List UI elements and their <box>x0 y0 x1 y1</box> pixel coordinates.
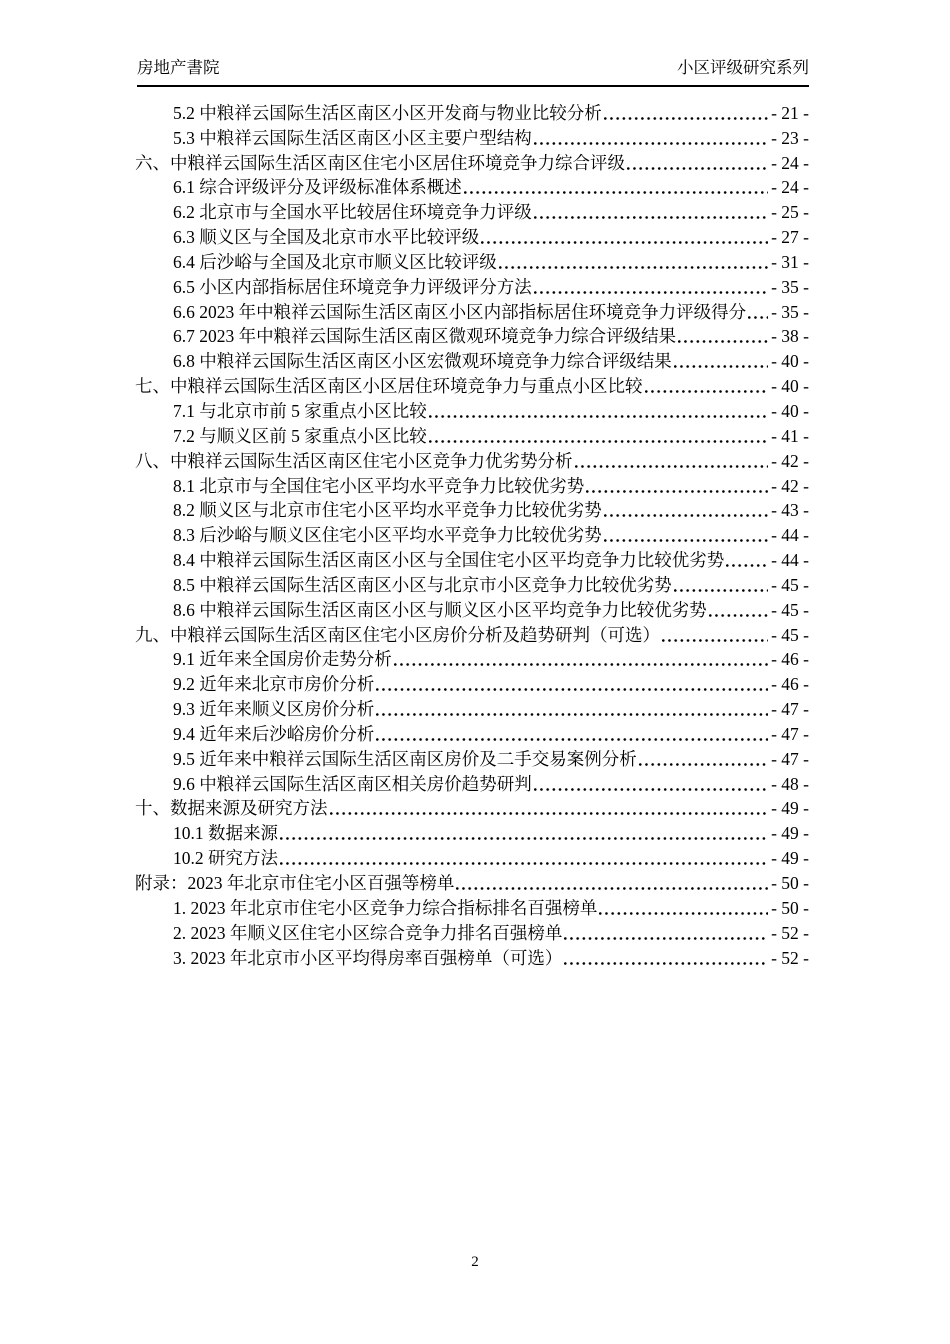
toc-entry-label: 8.1 北京市与全国住宅小区平均水平竞争力比较优劣势 <box>173 475 585 496</box>
toc-entry-label: 9.2 近年来北京市房价分析 <box>173 674 375 695</box>
toc-entry-page: - 44 - <box>771 550 809 571</box>
toc-entry-label: 5.3 中粮祥云国际生活区南区小区主要户型结构 <box>173 127 532 148</box>
toc-entry-page: - 45 - <box>771 624 809 645</box>
toc-entry[interactable] <box>135 571 809 596</box>
toc-entry[interactable] <box>135 919 809 944</box>
toc-entry-label: 八、中粮祥云国际生活区南区住宅小区竞争力优劣势分析 <box>135 450 573 471</box>
toc-entry[interactable] <box>135 795 809 820</box>
header-right-title: 小区评级研究系列 <box>677 58 809 77</box>
toc-entry[interactable] <box>135 298 809 323</box>
page-number: 2 <box>471 1254 479 1270</box>
toc-leader-dots <box>280 837 768 840</box>
toc-entry-label: 6.7 2023 年中粮祥云国际生活区南区微观环境竞争力综合评级结果 <box>173 326 677 347</box>
toc-leader-dots <box>645 390 769 393</box>
toc-entry-label: 6.8 中粮祥云国际生活区南区小区宏微观环境竞争力综合评级结果 <box>173 351 672 372</box>
toc-entry-label: 5.2 中粮祥云国际生活区南区小区开发商与物业比较分析 <box>173 102 602 123</box>
toc-entry[interactable] <box>135 497 809 522</box>
toc-entry-page: - 40 - <box>771 351 809 372</box>
header-left-title: 房地产書院 <box>137 58 220 77</box>
toc-entry-page: - 45 - <box>771 599 809 620</box>
toc-entry-label: 9.3 近年来顺义区房价分析 <box>173 699 375 720</box>
toc-entry-label: 十、数据来源及研究方法 <box>135 798 328 819</box>
toc-leader-dots <box>330 812 769 815</box>
toc-entry-label: 六、中粮祥云国际生活区南区住宅小区居住环境竞争力综合评级 <box>135 152 625 173</box>
toc-leader-dots <box>464 191 768 194</box>
toc-entry[interactable] <box>135 869 809 894</box>
toc-leader-dots <box>604 514 768 517</box>
toc-entry[interactable] <box>135 198 809 223</box>
toc-leader-dots <box>376 738 768 741</box>
toc-entry[interactable] <box>135 596 809 621</box>
toc-leader-dots <box>604 539 768 542</box>
toc-entry-label: 3. 2023 年北京市小区平均得房率百强榜单（可选） <box>173 947 563 968</box>
toc-entry-page: - 44 - <box>771 525 809 546</box>
toc-entry[interactable] <box>135 844 809 869</box>
toc-entry[interactable] <box>135 819 809 844</box>
toc-leader-dots <box>499 266 768 269</box>
toc-entry-label: 6.1 综合评级评分及评级标准体系概述 <box>173 177 462 198</box>
toc-entry[interactable] <box>135 223 809 248</box>
toc-leader-dots <box>534 291 768 294</box>
toc-entry-label: 8.2 顺义区与北京市住宅小区平均水平竞争力比较优劣势 <box>173 500 602 521</box>
toc-entry[interactable] <box>135 397 809 422</box>
toc-entry[interactable] <box>135 646 809 671</box>
toc-entry-page: - 49 - <box>771 798 809 819</box>
toc-leader-dots <box>534 142 768 145</box>
toc-leader-dots <box>376 688 768 691</box>
toc-entry-page: - 40 - <box>771 400 809 421</box>
toc-entry-label: 7.1 与北京市前 5 家重点小区比较 <box>173 400 427 421</box>
toc-entry-page: - 48 - <box>771 773 809 794</box>
toc-leader-dots <box>586 490 768 493</box>
toc-entry[interactable] <box>135 447 809 472</box>
toc-leader-dots <box>534 788 768 791</box>
toc-leader-dots <box>674 589 768 592</box>
toc-entry-page: - 52 - <box>771 922 809 943</box>
toc-leader-dots <box>456 887 768 890</box>
toc-leader-dots <box>599 912 768 915</box>
toc-entry[interactable] <box>135 894 809 919</box>
toc-leader-dots <box>709 614 768 617</box>
toc-entry-page: - 47 - <box>771 748 809 769</box>
toc-entry-page: - 46 - <box>771 674 809 695</box>
toc-leader-dots <box>627 167 768 170</box>
toc-entry-label: 附录：2023 年北京市住宅小区百强等榜单 <box>135 873 455 893</box>
toc-entry[interactable] <box>135 248 809 273</box>
toc-leader-dots <box>534 216 768 219</box>
toc-entry[interactable] <box>135 621 809 646</box>
toc-leader-dots <box>481 241 768 244</box>
toc-entry-label: 8.6 中粮祥云国际生活区南区小区与顺义区小区平均竞争力比较优劣势 <box>173 599 707 620</box>
toc-entry-page: - 50 - <box>771 897 809 918</box>
toc-entry-label: 6.3 顺义区与全国及北京市水平比较评级 <box>173 227 480 248</box>
toc-entry-label: 6.5 小区内部指标居住环境竞争力评级评分方法 <box>173 276 532 297</box>
toc-entry-label: 6.4 后沙峪与全国及北京市顺义区比较评级 <box>173 251 497 272</box>
toc-entry-label: 8.5 中粮祥云国际生活区南区小区与北京市小区竞争力比较优劣势 <box>173 574 672 595</box>
toc-entry-label: 10.2 研究方法 <box>173 848 278 869</box>
toc-entry-page: - 43 - <box>771 500 809 521</box>
toc-entry-label: 九、中粮祥云国际生活区南区住宅小区房价分析及趋势研判（可选） <box>135 624 660 645</box>
toc-entry-page: - 52 - <box>771 947 809 968</box>
toc-entry-label: 7.2 与顺义区前 5 家重点小区比较 <box>173 425 427 446</box>
toc-entry-label: 6.2 北京市与全国水平比较居住环境竞争力评级 <box>173 202 532 223</box>
toc-entry[interactable] <box>135 521 809 546</box>
toc-entry[interactable] <box>135 372 809 397</box>
toc-entry[interactable] <box>135 174 809 199</box>
toc-leader-dots <box>429 440 768 443</box>
toc-entry-label: 8.3 后沙峪与顺义区住宅小区平均水平竞争力比较优劣势 <box>173 525 602 546</box>
toc-leader-dots <box>575 465 769 468</box>
toc-entry-page: - 47 - <box>771 699 809 720</box>
toc-entry-page: - 27 - <box>771 227 809 248</box>
toc-entry[interactable] <box>135 546 809 571</box>
toc-entry-page: - 47 - <box>771 723 809 744</box>
toc-entry[interactable] <box>135 99 809 124</box>
toc-entry-label: 9.6 中粮祥云国际生活区南区相关房价趋势研判 <box>173 773 532 794</box>
toc-entry-page: - 46 - <box>771 649 809 670</box>
document-header <box>137 57 809 87</box>
toc-leader-dots <box>678 340 768 343</box>
toc-leader-dots <box>726 564 768 567</box>
toc-entry-label: 1. 2023 年北京市住宅小区竞争力综合指标排名百强榜单 <box>173 897 598 918</box>
toc-entry-page: - 24 - <box>771 152 809 173</box>
toc-leader-dots <box>429 415 768 418</box>
toc-entry-label: 9.5 近年来中粮祥云国际生活区南区房价及二手交易案例分析 <box>173 748 637 769</box>
toc-leader-dots <box>564 937 768 940</box>
toc-entry-label: 6.6 2023 年中粮祥云国际生活区南区小区内部指标居住环境竞争力评级得分 <box>173 301 747 322</box>
toc-leader-dots <box>662 639 768 642</box>
toc-entry[interactable] <box>135 273 809 298</box>
toc-entry[interactable] <box>135 670 809 695</box>
toc-leader-dots <box>564 962 768 965</box>
toc-entry-label: 9.4 近年来后沙峪房价分析 <box>173 723 375 744</box>
toc-entry-page: - 21 - <box>771 102 809 123</box>
toc-entry-page: - 50 - <box>771 873 809 893</box>
toc-entry-page: - 42 - <box>771 475 809 496</box>
toc-entry-label: 9.1 近年来全国房价走势分析 <box>173 649 392 670</box>
toc-entry-page: - 42 - <box>771 450 809 471</box>
toc-leader-dots <box>748 316 768 319</box>
toc-entry-page: - 49 - <box>771 848 809 869</box>
toc-leader-dots <box>376 713 768 716</box>
toc-entry[interactable] <box>135 323 809 348</box>
toc-entry-page: - 35 - <box>771 276 809 297</box>
toc-entry-page: - 38 - <box>771 326 809 347</box>
toc-entry-label: 8.4 中粮祥云国际生活区南区小区与全国住宅小区平均竞争力比较优劣势 <box>173 550 725 571</box>
toc-leader-dots <box>604 117 768 120</box>
toc-entry-page: - 24 - <box>771 177 809 198</box>
toc-entry-page: - 23 - <box>771 127 809 148</box>
toc-leader-dots <box>674 365 768 368</box>
toc-entry-label: 七、中粮祥云国际生活区南区小区居住环境竞争力与重点小区比较 <box>135 376 643 397</box>
toc-entry[interactable] <box>135 472 809 497</box>
toc-entry-page: - 35 - <box>771 301 809 322</box>
toc-leader-dots <box>639 763 768 766</box>
toc-entry[interactable] <box>135 944 809 969</box>
toc-entry[interactable] <box>135 720 809 745</box>
toc-entry-page: - 41 - <box>771 425 809 446</box>
toc-entry[interactable] <box>135 347 809 372</box>
toc-entry-label: 2. 2023 年顺义区住宅小区综合竞争力排名百强榜单 <box>173 922 563 943</box>
toc-entry-page: - 31 - <box>771 251 809 272</box>
document-footer <box>0 1254 950 1271</box>
toc-leader-dots <box>394 663 768 666</box>
toc-entry-page: - 40 - <box>771 376 809 397</box>
toc-entry-page: - 45 - <box>771 574 809 595</box>
table-of-contents <box>135 99 809 969</box>
toc-entry[interactable] <box>135 695 809 720</box>
toc-entry-label: 10.1 数据来源 <box>173 823 278 844</box>
toc-leader-dots <box>280 862 768 865</box>
toc-entry[interactable] <box>135 770 809 795</box>
toc-entry[interactable] <box>135 124 809 149</box>
toc-entry[interactable] <box>135 745 809 770</box>
toc-entry[interactable] <box>135 149 809 174</box>
toc-entry-page: - 25 - <box>771 202 809 223</box>
toc-entry[interactable] <box>135 422 809 447</box>
toc-entry-page: - 49 - <box>771 823 809 844</box>
